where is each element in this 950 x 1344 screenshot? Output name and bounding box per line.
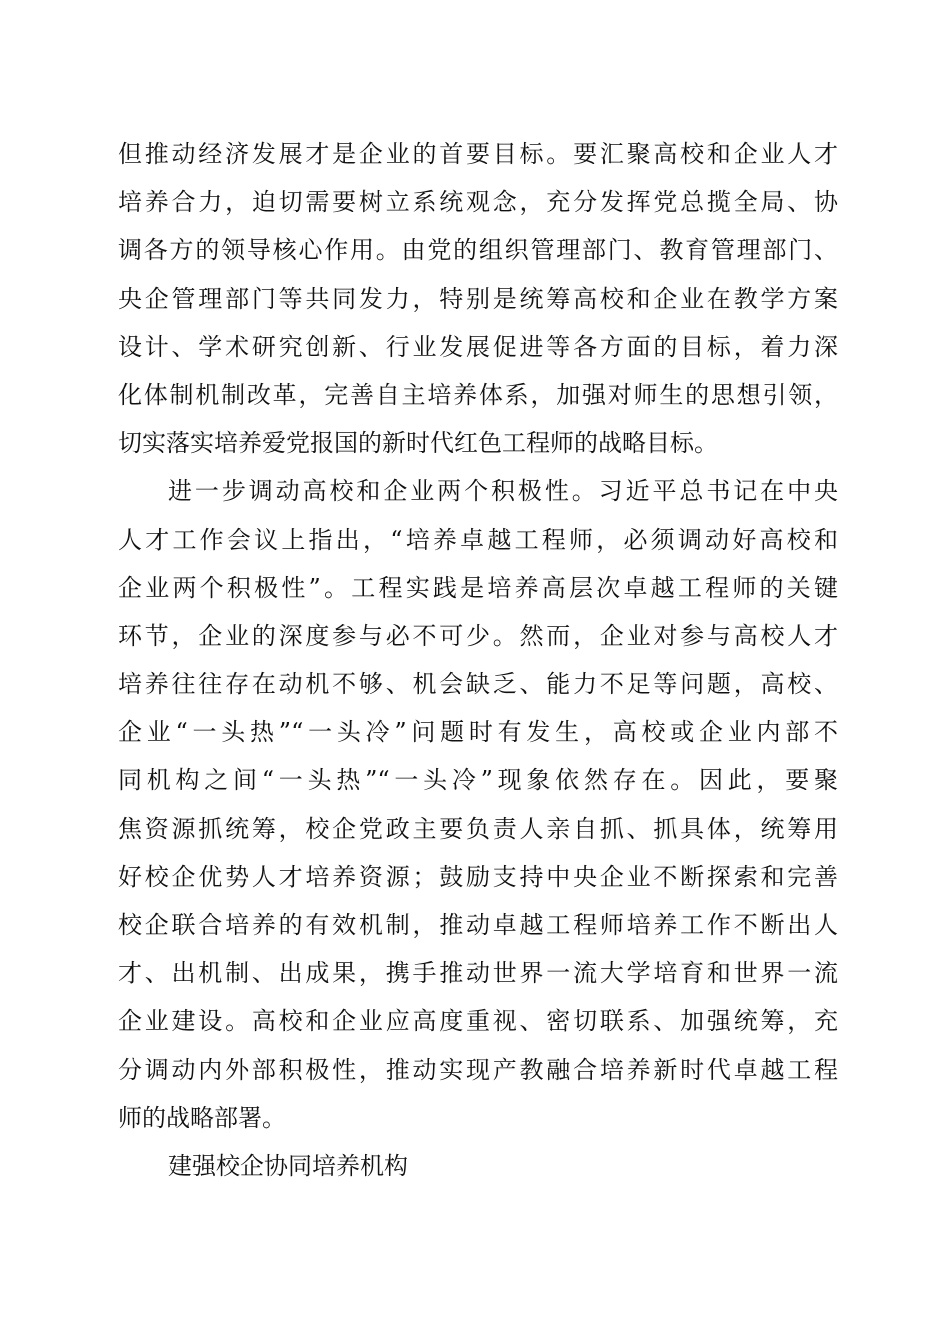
paragraph-line: 企业两个积极性”。工程实践是培养高层次卓越工程师的关键 bbox=[118, 573, 838, 602]
paragraph-line: 同机构之间“一头热”“一头冷”现象依然存在。因此，要聚 bbox=[118, 766, 838, 795]
paragraph-line: 但推动经济发展才是企业的首要目标。要汇聚高校和企业人才 bbox=[118, 140, 838, 168]
heading-line: 建强校企协同培养机构 bbox=[168, 1151, 408, 1180]
paragraph-line: 培养合力，迫切需要树立系统观念，充分发挥党总揽全局、协 bbox=[118, 188, 838, 217]
paragraph-line: 校企联合培养的有效机制，推动卓越工程师培养工作不断出人 bbox=[118, 911, 838, 939]
paragraph-line: 分调动内外部积极性，推动实现产教融合培养新时代卓越工程 bbox=[118, 1055, 838, 1084]
paragraph-line: 环节，企业的深度参与必不可少。然而，企业对参与高校人才 bbox=[118, 621, 838, 650]
paragraph-line: 师的战略部署。 bbox=[118, 1103, 286, 1132]
paragraph-line: 调各方的领导核心作用。由党的组织管理部门、教育管理部门、 bbox=[118, 236, 838, 265]
paragraph-line: 人才工作会议上指出，“培养卓越工程师，必须调动好高校和 bbox=[118, 525, 838, 554]
paragraph-line: 焦资源抓统筹，校企党政主要负责人亲自抓、抓具体，统筹用 bbox=[118, 814, 838, 843]
paragraph-line: 化体制机制改革，完善自主培养体系，加强对师生的思想引领， bbox=[118, 380, 838, 409]
paragraph-line: 培养往往存在动机不够、机会缺乏、能力不足等问题，高校、 bbox=[118, 670, 838, 699]
paragraph-2 bbox=[118, 467, 838, 1142]
paragraph-line: 企业“一头热”“一头冷”问题时有发生，高校或企业内部不 bbox=[118, 718, 838, 747]
paragraph-line: 好校企优势人才培养资源；鼓励支持中央企业不断探索和完善 bbox=[118, 862, 838, 891]
paragraph-line: 央企管理部门等共同发力，特别是统筹高校和企业在教学方案 bbox=[118, 284, 838, 313]
document-body bbox=[118, 130, 838, 1190]
paragraph-line: 切实落实培养爱党报国的新时代红色工程师的战略目标。 bbox=[118, 429, 718, 458]
paragraph-line: 进一步调动高校和企业两个积极性。习近平总书记在中央 bbox=[168, 477, 838, 506]
paragraph-1 bbox=[118, 130, 838, 467]
paragraph-line: 设计、学术研究创新、行业发展促进等各方面的目标，着力深 bbox=[118, 332, 838, 361]
paragraph-line: 才、出机制、出成果，携手推动世界一流大学培育和世界一流 bbox=[118, 959, 838, 988]
paragraph-line: 企业建设。高校和企业应高度重视、密切联系、加强统筹，充 bbox=[118, 1007, 838, 1036]
section-heading bbox=[118, 1142, 838, 1190]
